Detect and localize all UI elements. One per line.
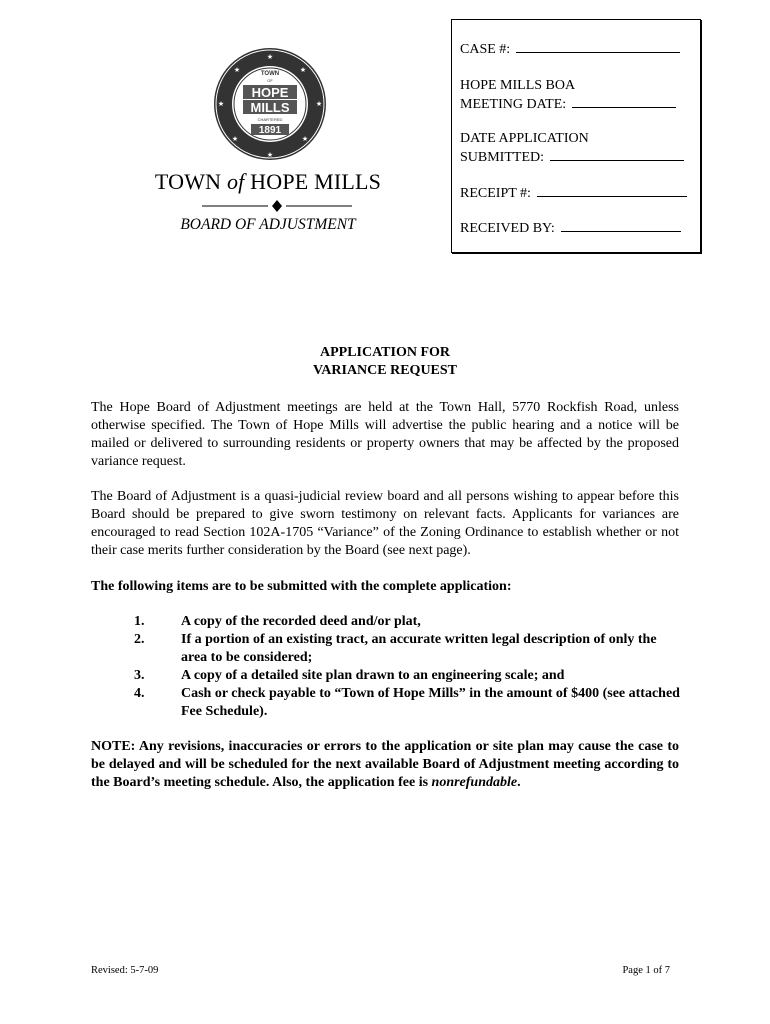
svg-text:★: ★ [301, 135, 309, 143]
receipt-line [537, 184, 687, 197]
board-paragraph: The Board of Adjustment is a quasi-judicial review board and all persons wishing to appear before this Board should be prepared to give sworn testimony on relevant facts. Applicants for variances are encouraged to read Section 102A-1705 “Variance” of the Zoning Ordinance to establish whether or not their case merits further consideration by the Board (see next page). [91, 489, 679, 558]
list-item-text: A copy of a detailed site plan drawn to an engineering scale; and [181, 668, 565, 683]
svg-text:★: ★ [217, 100, 225, 108]
case-number-label: CASE #: [460, 42, 511, 57]
intro-paragraph: The Hope Board of Adjustment meetings are held at the Town Hall, 5770 Rockfish Road, unless otherwise specified. The Town of Hope Mills will advertise the public hearing and a notice will be mailed or delivered to surrounding residents or property owners that may be affected by the proposed variance request. [91, 400, 679, 469]
items-heading: The following items are to be submitted with the complete application: [91, 579, 512, 594]
title-divider [202, 199, 352, 213]
case-number-row [460, 40, 694, 59]
case-number-line [516, 40, 680, 53]
date-submitted-line [550, 148, 684, 161]
svg-text:HOPE: HOPE [251, 85, 289, 100]
page-number: Page 1 of 7 [622, 965, 670, 976]
svg-text:OF: OF [267, 78, 273, 83]
svg-text:MILLS: MILLS [250, 100, 290, 115]
town-title [120, 169, 416, 195]
date-submitted-label-line2: SUBMITTED: [460, 150, 544, 165]
list-item-number: 2. [134, 632, 145, 647]
svg-text:1891: 1891 [258, 125, 282, 136]
received-by-line [561, 219, 681, 232]
town-seal-logo [213, 47, 327, 161]
note-paragraph [91, 738, 679, 792]
svg-text:★: ★ [299, 66, 307, 74]
town-title-pre: TOWN [154, 169, 227, 194]
town-title-of: of [226, 169, 245, 194]
list-item-number: 1. [134, 614, 145, 629]
application-heading [120, 344, 650, 380]
svg-text:★: ★ [315, 100, 323, 108]
note-emphasis: nonrefundable [431, 775, 518, 790]
list-item-number: 4. [134, 686, 145, 701]
meeting-date-row [460, 77, 694, 114]
svg-text:TOWN: TOWN [260, 71, 280, 77]
application-heading-line1: APPLICATION FOR [319, 345, 451, 360]
application-heading-line2: VARIANCE REQUEST [312, 363, 458, 378]
list-item-number: 3. [134, 668, 145, 683]
svg-text:★: ★ [231, 135, 239, 143]
note-text: NOTE: Any revisions, inaccuracies or errors to the application or site plan may cause the case to be delayed and will be scheduled for the next available Board of Adjustment meeting according to the Board’s meeting schedule. Also, the application fee is [91, 739, 679, 790]
meeting-date-label-line2: MEETING DATE: [460, 97, 567, 112]
date-submitted-label-line1: DATE APPLICATION [460, 131, 589, 146]
list-item-text: A copy of the recorded deed and/or plat, [181, 614, 421, 629]
receipt-label: RECEIPT #: [460, 186, 531, 201]
board-subtitle: BOARD OF ADJUSTMENT [180, 216, 356, 233]
date-submitted-row [460, 130, 694, 167]
meeting-date-label-line1: HOPE MILLS BOA [460, 78, 576, 93]
list-item-text: Cash or check payable to “Town of Hope Mills” in the amount of $400 (see attached Fee Schedule). [181, 686, 680, 719]
list-item-text: If a portion of an existing tract, an accurate written legal description of only the area to be considered; [181, 632, 657, 665]
office-use-box [451, 19, 701, 253]
received-by-row [460, 219, 694, 238]
received-by-label: RECEIVED BY: [460, 221, 555, 236]
revised-date: Revised: 5-7-09 [91, 965, 159, 976]
note-end: . [517, 775, 521, 790]
svg-text:CHARTERED: CHARTERED [257, 117, 283, 122]
svg-text:★: ★ [233, 66, 241, 74]
svg-text:★: ★ [266, 53, 274, 61]
meeting-date-line [572, 95, 676, 108]
town-title-post: HOPE MILLS [244, 169, 382, 194]
receipt-row [460, 184, 694, 203]
svg-text:★: ★ [266, 151, 274, 159]
